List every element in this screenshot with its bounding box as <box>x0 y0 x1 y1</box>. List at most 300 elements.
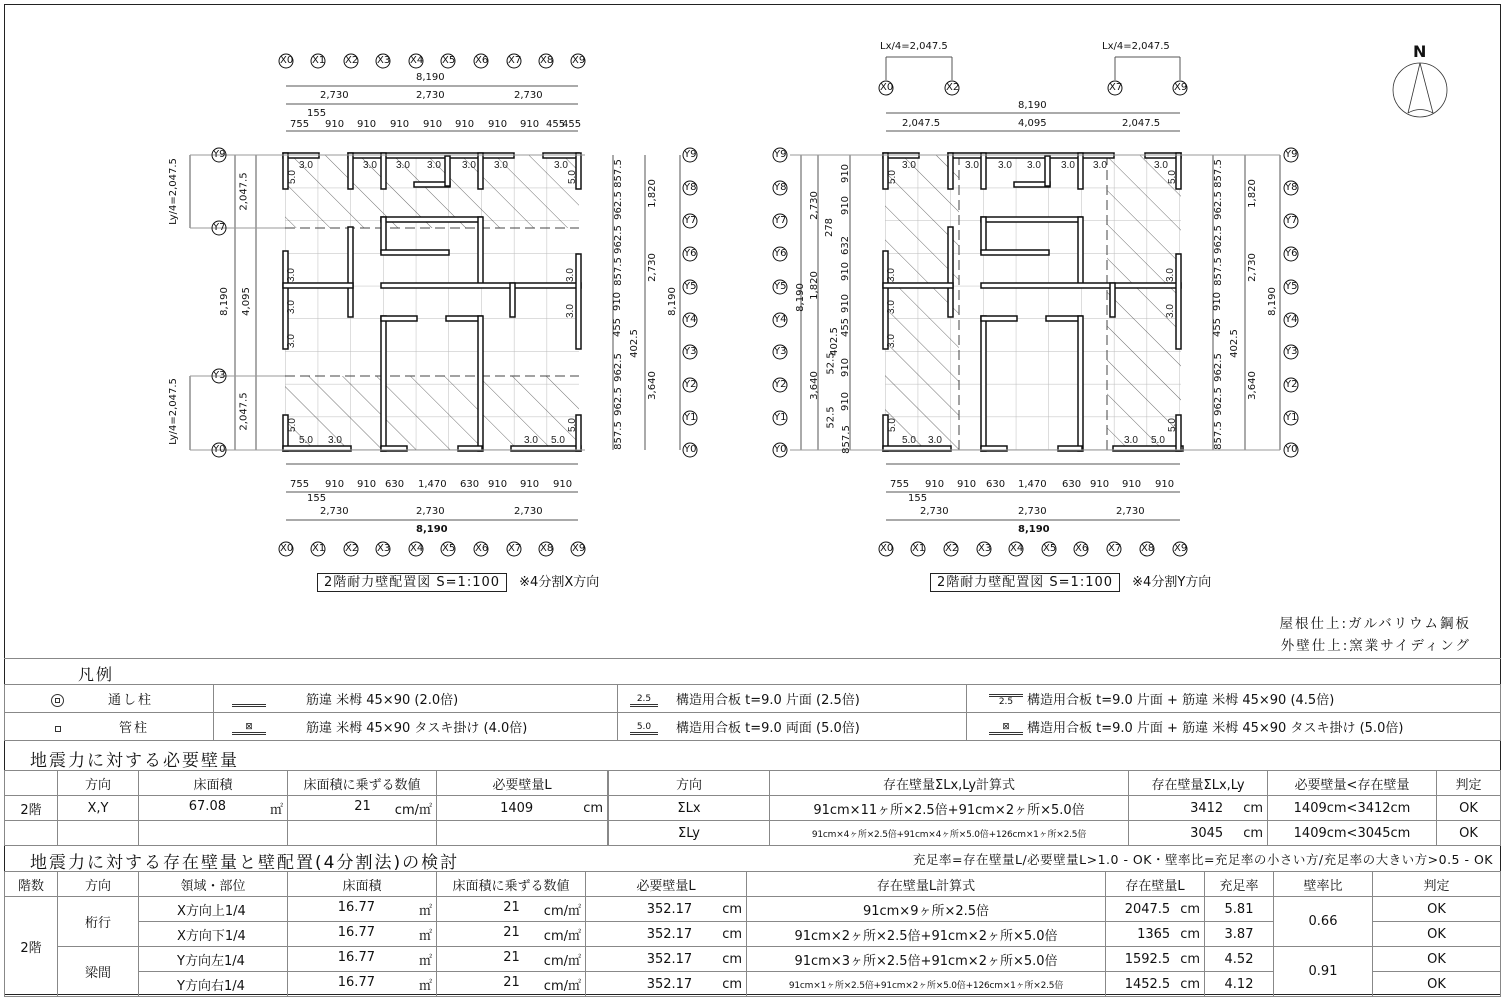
result-cell: OK <box>1373 947 1501 972</box>
dim-right-span: 402.5 <box>628 329 640 358</box>
formula-cell: 91cm×1ヶ所×2.5倍+91cm×2ヶ所×5.0倍+126cm×1ヶ所×2.5倍 <box>747 972 1106 997</box>
grid-label-y: Y5 <box>684 281 697 292</box>
svg-text:3.0: 3.0 <box>1154 160 1168 171</box>
formula-cell: 91cm×11ヶ所×2.5倍+91cm×2ヶ所×5.0倍 <box>770 796 1129 821</box>
dim-bottom-third: 2,730 <box>920 506 949 517</box>
dim-right-span: 962.5 <box>612 225 624 254</box>
grid-label-x: X7 <box>1108 543 1122 554</box>
fill-rate-cell: 5.81 <box>1205 897 1274 922</box>
empty-row <box>5 821 608 846</box>
col-header: 判定 <box>1373 872 1501 897</box>
dim-right-span: 962.5 <box>1212 353 1224 382</box>
grid-label-y: Y9 <box>774 149 787 160</box>
dim-lx4-left: Lx/4=2,047.5 <box>880 41 948 52</box>
legend-label: 筋違 米栂 45×90 (2.0倍) <box>306 693 459 708</box>
grid-label-x8: X8 <box>540 55 554 66</box>
compare-cell: 1409cm<3412cm <box>1268 796 1437 821</box>
col-header: 必要壁量L <box>437 771 608 796</box>
wall-finish: 外壁仕上:窯業サイディング <box>1280 638 1471 654</box>
svg-text:3.0: 3.0 <box>998 160 1012 171</box>
grid-label-x7: X7 <box>508 55 522 66</box>
area-cell: ㎡ 16.77 <box>288 922 437 947</box>
col-header: 床面積 <box>288 872 437 897</box>
dim-bottom-span: 1,470 <box>1018 479 1047 490</box>
dim-top-span: 455 <box>562 119 582 130</box>
dim-top-total: 8,190 <box>416 72 445 83</box>
grid-label-x1: X1 <box>312 55 326 66</box>
dim-right-part: 3,640 <box>646 371 658 400</box>
svg-text:3.0: 3.0 <box>1165 268 1176 282</box>
legend-item <box>967 685 1501 713</box>
factor-cell: cm/㎡ 21 <box>288 796 437 821</box>
factor-cell: cm/㎡ 21 <box>437 972 586 997</box>
dim-right-span: 857.5 <box>612 257 624 286</box>
svg-text:3.0: 3.0 <box>565 268 576 282</box>
dim-ly4-top: Ly/4=2,047.5 <box>167 158 179 225</box>
svg-text:5.0: 5.0 <box>1167 170 1178 184</box>
grid-label-y: Y2 <box>1285 379 1298 390</box>
dim-bottom-span: 630 <box>986 479 1006 490</box>
dim-left-part: 2,047.5 <box>238 392 250 431</box>
dim-left-span: 910 <box>840 391 852 412</box>
grid-label-y: Y6 <box>684 248 697 259</box>
required-cell: cm 1409 <box>437 796 608 821</box>
legend-item <box>618 713 967 741</box>
dim-bottom-span: 910 <box>957 479 977 490</box>
dim-bottom-note: 155 <box>307 493 327 504</box>
grid-label-y: Y5 <box>774 281 787 292</box>
svg-text:5.0: 5.0 <box>887 418 898 432</box>
col-header: 存在壁量ΣLx,Ly <box>1129 771 1268 796</box>
dim-lx4-right: Lx/4=2,047.5 <box>1102 41 1170 52</box>
grid-label-x0: X0 <box>880 82 894 93</box>
col-header: 床面積 <box>139 771 288 796</box>
grid-label-y: Y1 <box>774 412 787 423</box>
svg-text:3.0: 3.0 <box>396 160 410 171</box>
svg-text:5.0: 5.0 <box>551 435 565 446</box>
region-cell: X方向上1/4 <box>139 897 288 922</box>
col-header: 判定 <box>1437 771 1501 796</box>
svg-text:3.0: 3.0 <box>462 160 476 171</box>
grid-label-y: Y8 <box>1285 182 1298 193</box>
dim-right-part: 1,820 <box>646 179 658 208</box>
dim-right-span: 857.5 <box>612 421 624 450</box>
grid-label-x: X1 <box>312 543 326 554</box>
svg-text:5.0: 5.0 <box>902 435 916 446</box>
dim-left-span: 52.5 <box>825 406 837 429</box>
svg-text:5.0: 5.0 <box>567 170 578 184</box>
col-header: 存在壁量L計算式 <box>747 872 1106 897</box>
dim-bottom-span: 630 <box>1062 479 1082 490</box>
dim-left-span: 857.5 <box>840 425 852 454</box>
quarter-criteria-note: 充足率=存在壁量L/必要壁量L>1.0 - OK・壁率比=充足率の小さい方/充足率の大きい方>0.5 - OK <box>913 852 1493 867</box>
area-cell: ㎡ 67.08 <box>139 796 288 821</box>
grid-label-x9: X9 <box>1174 82 1188 93</box>
exist-cell: cm 2047.5 <box>1106 897 1205 922</box>
value-cell: cm 3045 <box>1129 821 1268 846</box>
dim-bottom-span: 910 <box>357 479 377 490</box>
grid-label-y: Y8 <box>684 182 697 193</box>
grid-label-y: Y7 <box>774 215 787 226</box>
dim-right-span: 910 <box>1212 291 1224 312</box>
dim-bottom-span: 630 <box>460 479 480 490</box>
dim-left-part: 1,820 <box>808 271 820 300</box>
dim-left-span: 278 <box>824 217 836 238</box>
roof-finish: 屋根仕上:ガルバリウム鋼板 <box>1279 616 1471 632</box>
grid-label-x: X4 <box>1010 543 1024 554</box>
grid-label-y: Y4 <box>684 314 697 325</box>
formula-cell: 91cm×4ヶ所×2.5倍+91cm×4ヶ所×5.0倍+126cm×1ヶ所×2.5倍 <box>770 821 1129 846</box>
dim-bottom-total: 8,190 <box>416 524 448 535</box>
grid-label-x4: X4 <box>410 55 424 66</box>
grid-label-y0: Y0 <box>213 444 226 455</box>
legend-label: 通し柱 <box>108 693 154 708</box>
direction-cell: ΣLx <box>609 796 770 821</box>
col-header: 領域・部位 <box>139 872 288 897</box>
dim-right-part: 1,820 <box>1246 179 1258 208</box>
grid-label-y: Y6 <box>774 248 787 259</box>
dim-right-span: 962.5 <box>1212 387 1224 416</box>
dim-right-span: 962.5 <box>1212 191 1224 220</box>
legend-label: 筋違 米栂 45×90 タスキ掛け (4.0倍) <box>306 721 528 736</box>
dim-top-note: 155 <box>307 108 327 119</box>
required-section-title: 地震力に対する必要壁量 <box>30 751 239 771</box>
svg-text:3.0: 3.0 <box>902 160 916 171</box>
dim-bottom-span: 910 <box>925 479 945 490</box>
formula-cell: 91cm×2ヶ所×2.5倍+91cm×2ヶ所×5.0倍 <box>747 922 1106 947</box>
dim-right-span: 962.5 <box>612 191 624 220</box>
dim-bottom-span: 910 <box>520 479 540 490</box>
direction-cell: ΣLy <box>609 821 770 846</box>
dim-top-span: 755 <box>290 119 310 130</box>
brace-single-icon <box>232 694 266 707</box>
grid-label-y: Y8 <box>774 182 787 193</box>
grid-label-x: X3 <box>978 543 992 554</box>
table-row <box>609 796 1501 821</box>
grid-label-x: X6 <box>475 543 489 554</box>
svg-text:5.0: 5.0 <box>287 418 298 432</box>
grid-label-x: X6 <box>1075 543 1089 554</box>
svg-text:3.0: 3.0 <box>886 268 897 282</box>
dim-right-span: 455 <box>612 317 624 338</box>
col-header: 存在壁量ΣLx,Ly計算式 <box>770 771 1129 796</box>
svg-text:5.0: 5.0 <box>887 170 898 184</box>
dim-right-span: 857.5 <box>1212 257 1224 286</box>
grid-label-y7: Y7 <box>213 222 226 233</box>
grid-label-y: Y1 <box>684 412 697 423</box>
svg-text:5.0: 5.0 <box>287 170 298 184</box>
dim-right-part: 3,640 <box>1246 371 1258 400</box>
dim-top-span: 910 <box>325 119 345 130</box>
dim-right-part: 2,730 <box>646 253 658 282</box>
fill-rate-cell: 4.12 <box>1205 972 1274 997</box>
grid-label-x5: X5 <box>442 55 456 66</box>
dim-top-span: 910 <box>390 119 410 130</box>
dim-bottom-third: 2,730 <box>416 506 445 517</box>
caption-left-note: ※4分割X方向 <box>519 575 600 590</box>
col-header: 充足率 <box>1205 872 1274 897</box>
svg-text:5.0: 5.0 <box>567 418 578 432</box>
grid-label-x6: X6 <box>475 55 489 66</box>
required-cell: cm 352.17 <box>586 972 747 997</box>
grid-label-y: Y4 <box>1285 314 1298 325</box>
formula-cell: 91cm×9ヶ所×2.5倍 <box>747 897 1106 922</box>
svg-text:3.0: 3.0 <box>886 334 897 348</box>
dim-bottom-total: 8,190 <box>1018 524 1050 535</box>
grid-label-y: Y0 <box>684 444 697 455</box>
dim-left-span: 402.5 <box>828 327 840 356</box>
svg-text:3.0: 3.0 <box>286 268 297 282</box>
dim-right-span: 857.5 <box>1212 159 1224 188</box>
dim-bottom-note: 155 <box>908 493 928 504</box>
grid-label-x9: X9 <box>572 55 586 66</box>
dim-top-third-3: 2,730 <box>514 90 543 101</box>
legend-item <box>618 685 967 713</box>
dim-right-span: 962.5 <box>612 387 624 416</box>
dim-right-part: 2,730 <box>1246 253 1258 282</box>
caption-left-title: 2階耐力壁配置図 S=1:100 <box>317 573 507 592</box>
plywood-brace-icon: 2.5 <box>989 694 1023 707</box>
table-row <box>5 947 1501 972</box>
dim-top-span: 455 <box>546 119 566 130</box>
legend-label: 構造用合板 t=9.0 片面 + 筋違 米栂 45×90 (4.5倍) <box>1027 693 1335 708</box>
grid-label-y9: Y9 <box>213 149 226 160</box>
dim-bottom-span: 910 <box>325 479 345 490</box>
exist-cell: cm 1592.5 <box>1106 947 1205 972</box>
grid-label-x0: X0 <box>280 55 294 66</box>
dim-right-span: 857.5 <box>1212 421 1224 450</box>
legend-label: 構造用合板 t=9.0 両面 (5.0倍) <box>676 721 860 736</box>
table-row <box>5 897 1501 922</box>
dim-right-span: 962.5 <box>612 353 624 382</box>
dim-bottom-span: 755 <box>890 479 910 490</box>
factor-cell: cm/㎡ 21 <box>437 922 586 947</box>
region-cell: Y方向左1/4 <box>139 947 288 972</box>
dim-left-span: 910 <box>840 195 852 216</box>
factor-cell: cm/㎡ 21 <box>437 897 586 922</box>
exist-cell: cm 1452.5 <box>1106 972 1205 997</box>
grid-label-x: X4 <box>410 543 424 554</box>
svg-text:3.0: 3.0 <box>494 160 508 171</box>
grid-label-y3: Y3 <box>213 370 226 381</box>
svg-text:3.0: 3.0 <box>363 160 377 171</box>
legend-title: 凡例 <box>78 665 115 684</box>
grid-label-x: X0 <box>280 543 294 554</box>
dim-bottom-third: 2,730 <box>1018 506 1047 517</box>
svg-text:3.0: 3.0 <box>565 304 576 318</box>
dim-top-third-1: 2,730 <box>320 90 349 101</box>
dim-bottom-span: 755 <box>290 479 310 490</box>
grid-label-y: Y3 <box>774 346 787 357</box>
svg-text:3.0: 3.0 <box>524 435 538 446</box>
dim-bottom-third: 2,730 <box>1116 506 1145 517</box>
dim-right-span: 402.5 <box>1228 329 1240 358</box>
dim-right-span: 455 <box>1212 317 1224 338</box>
grid-label-y: Y3 <box>1285 346 1298 357</box>
svg-text:3.0: 3.0 <box>886 300 897 314</box>
grid-label-x2: X2 <box>946 82 960 93</box>
plywood-50-icon: 5.0 <box>630 722 658 735</box>
result-cell: OK <box>1437 796 1501 821</box>
svg-text:3.0: 3.0 <box>965 160 979 171</box>
svg-text:3.0: 3.0 <box>1061 160 1075 171</box>
grid-label-y: Y9 <box>1285 149 1298 160</box>
direction-cell: 桁行 <box>58 897 139 947</box>
dim-bottom-span: 1,470 <box>418 479 447 490</box>
svg-text:3.0: 3.0 <box>299 160 313 171</box>
north-label: N <box>1413 42 1427 61</box>
grid-label-y: Y5 <box>1285 281 1298 292</box>
dim-top-span: 910 <box>357 119 377 130</box>
compare-cell: 1409cm<3045cm <box>1268 821 1437 846</box>
dim-right-span: 857.5 <box>612 159 624 188</box>
grid-label-y: Y0 <box>774 444 787 455</box>
wall-ratio-cell: 0.66 <box>1274 897 1373 947</box>
grid-label-x: X7 <box>508 543 522 554</box>
required-cell: cm 352.17 <box>586 897 747 922</box>
grid-label-x3: X3 <box>377 55 391 66</box>
legend-item <box>214 685 618 713</box>
svg-text:3.0: 3.0 <box>1124 435 1138 446</box>
col-header: 方向 <box>609 771 770 796</box>
grid-label-y: Y9 <box>684 149 697 160</box>
grid-label-x: X8 <box>540 543 554 554</box>
dim-left-span: 632 <box>840 235 852 256</box>
legend-item <box>214 713 618 741</box>
svg-text:3.0: 3.0 <box>1165 304 1176 318</box>
caption-right-note: ※4分割Y方向 <box>1132 575 1212 590</box>
required-cell: cm 352.17 <box>586 922 747 947</box>
col-header: 壁率比 <box>1274 872 1373 897</box>
dim-top-part: 2,047.5 <box>902 118 941 129</box>
grid-label-x: X5 <box>1043 543 1057 554</box>
grid-label-x2: X2 <box>345 55 359 66</box>
grid-label-x: X0 <box>880 543 894 554</box>
grid-label-x: X3 <box>377 543 391 554</box>
dim-left-part: 3,640 <box>808 371 820 400</box>
existing-total-table <box>608 770 1501 846</box>
dim-bottom-span: 910 <box>1155 479 1175 490</box>
legend-label: 管柱 <box>119 721 150 736</box>
caption-right <box>930 571 1211 590</box>
dim-top-span: 910 <box>520 119 540 130</box>
svg-text:5.0: 5.0 <box>1151 435 1165 446</box>
svg-text:3.0: 3.0 <box>554 160 568 171</box>
direction-cell: 梁間 <box>58 947 139 997</box>
grid-label-y: Y7 <box>1285 215 1298 226</box>
dim-top-span: 910 <box>423 119 443 130</box>
legend-item <box>5 713 214 741</box>
wall-ratio-cell: 0.91 <box>1274 947 1373 997</box>
legend-label: 構造用合板 t=9.0 片面 (2.5倍) <box>676 693 860 708</box>
quarter-section-title: 地震力に対する存在壁量と壁配置(4分割法)の検討 <box>30 853 460 873</box>
direction-cell: X,Y <box>58 796 139 821</box>
dim-left-span: 910 <box>840 163 852 184</box>
dim-top-total: 8,190 <box>1018 100 1047 111</box>
dim-left-span: 52.5 <box>825 352 837 375</box>
legend-label: 構造用合板 t=9.0 片面 + 筋違 米栂 45×90 タスキ掛け (5.0倍) <box>1027 721 1404 736</box>
dim-bottom-third: 2,730 <box>514 506 543 517</box>
legend-table <box>4 684 1501 741</box>
legend-item <box>967 713 1501 741</box>
column-icon <box>55 726 61 732</box>
grid-label-y: Y6 <box>1285 248 1298 259</box>
result-cell: OK <box>1373 972 1501 997</box>
result-cell: OK <box>1373 922 1501 947</box>
required-table <box>4 770 608 846</box>
area-cell: ㎡ 16.77 <box>288 972 437 997</box>
grid-label-x: X8 <box>1141 543 1155 554</box>
dim-top-span: 910 <box>455 119 475 130</box>
factor-cell: cm/㎡ 21 <box>437 947 586 972</box>
legend-item <box>5 685 214 713</box>
caption-right-title: 2階耐力壁配置図 S=1:100 <box>930 573 1120 592</box>
svg-text:3.0: 3.0 <box>1027 160 1041 171</box>
svg-text:3.0: 3.0 <box>928 435 942 446</box>
grid-label-y: Y2 <box>774 379 787 390</box>
region-cell: X方向下1/4 <box>139 922 288 947</box>
formula-cell: 91cm×3ヶ所×2.5倍+91cm×2ヶ所×5.0倍 <box>747 947 1106 972</box>
grid-label-x: X9 <box>572 543 586 554</box>
quarter-table <box>4 871 1501 997</box>
dim-bottom-third: 2,730 <box>320 506 349 517</box>
required-cell: cm 352.17 <box>586 947 747 972</box>
result-cell: OK <box>1437 821 1501 846</box>
dim-top-part: 2,047.5 <box>1122 118 1161 129</box>
col-header <box>5 771 58 796</box>
exist-cell: cm 1365 <box>1106 922 1205 947</box>
col-header: 必要壁量<存在壁量 <box>1268 771 1437 796</box>
col-header: 方向 <box>58 771 139 796</box>
dim-left-part: 2,730 <box>808 191 820 220</box>
dim-left-span: 910 <box>840 357 852 378</box>
area-cell: ㎡ 16.77 <box>288 897 437 922</box>
result-cell: OK <box>1373 897 1501 922</box>
grid-label-y: Y3 <box>684 346 697 357</box>
plywood-25-icon: 2.5 <box>630 694 658 707</box>
grid-label-y: Y0 <box>1285 444 1298 455</box>
fill-rate-cell: 4.52 <box>1205 947 1274 972</box>
brace-cross-icon: ⊠ <box>232 722 266 735</box>
grid-label-x: X1 <box>912 543 926 554</box>
svg-text:3.0: 3.0 <box>328 435 342 446</box>
svg-text:3.0: 3.0 <box>286 334 297 348</box>
plywood-cross-icon: ⊠ <box>989 722 1023 735</box>
dim-left-span: 910 <box>840 261 852 282</box>
dim-bottom-span: 630 <box>385 479 405 490</box>
dim-ly4-bottom: Ly/4=2,047.5 <box>167 378 179 445</box>
grid-label-x: X2 <box>345 543 359 554</box>
col-header: 必要壁量L <box>586 872 747 897</box>
dim-left-total: 8,190 <box>794 283 806 312</box>
dim-top-part: 4,095 <box>1018 118 1047 129</box>
col-header: 階数 <box>5 872 58 897</box>
dim-left-span: 455 <box>840 317 852 338</box>
fill-rate-cell: 3.87 <box>1205 922 1274 947</box>
dim-left-span: 910 <box>840 293 852 314</box>
grid-label-y: Y1 <box>1285 412 1298 423</box>
dim-top-third-2: 2,730 <box>416 90 445 101</box>
dim-right-span: 910 <box>612 291 624 312</box>
svg-text:3.0: 3.0 <box>1093 160 1107 171</box>
area-cell: ㎡ 16.77 <box>288 947 437 972</box>
dim-left-part: 2,047.5 <box>238 172 250 211</box>
svg-text:3.0: 3.0 <box>286 300 297 314</box>
col-header: 床面積に乗ずる数値 <box>437 872 586 897</box>
table-row <box>609 821 1501 846</box>
dim-left-part: 4,095 <box>240 287 252 316</box>
dim-bottom-span: 910 <box>1122 479 1142 490</box>
